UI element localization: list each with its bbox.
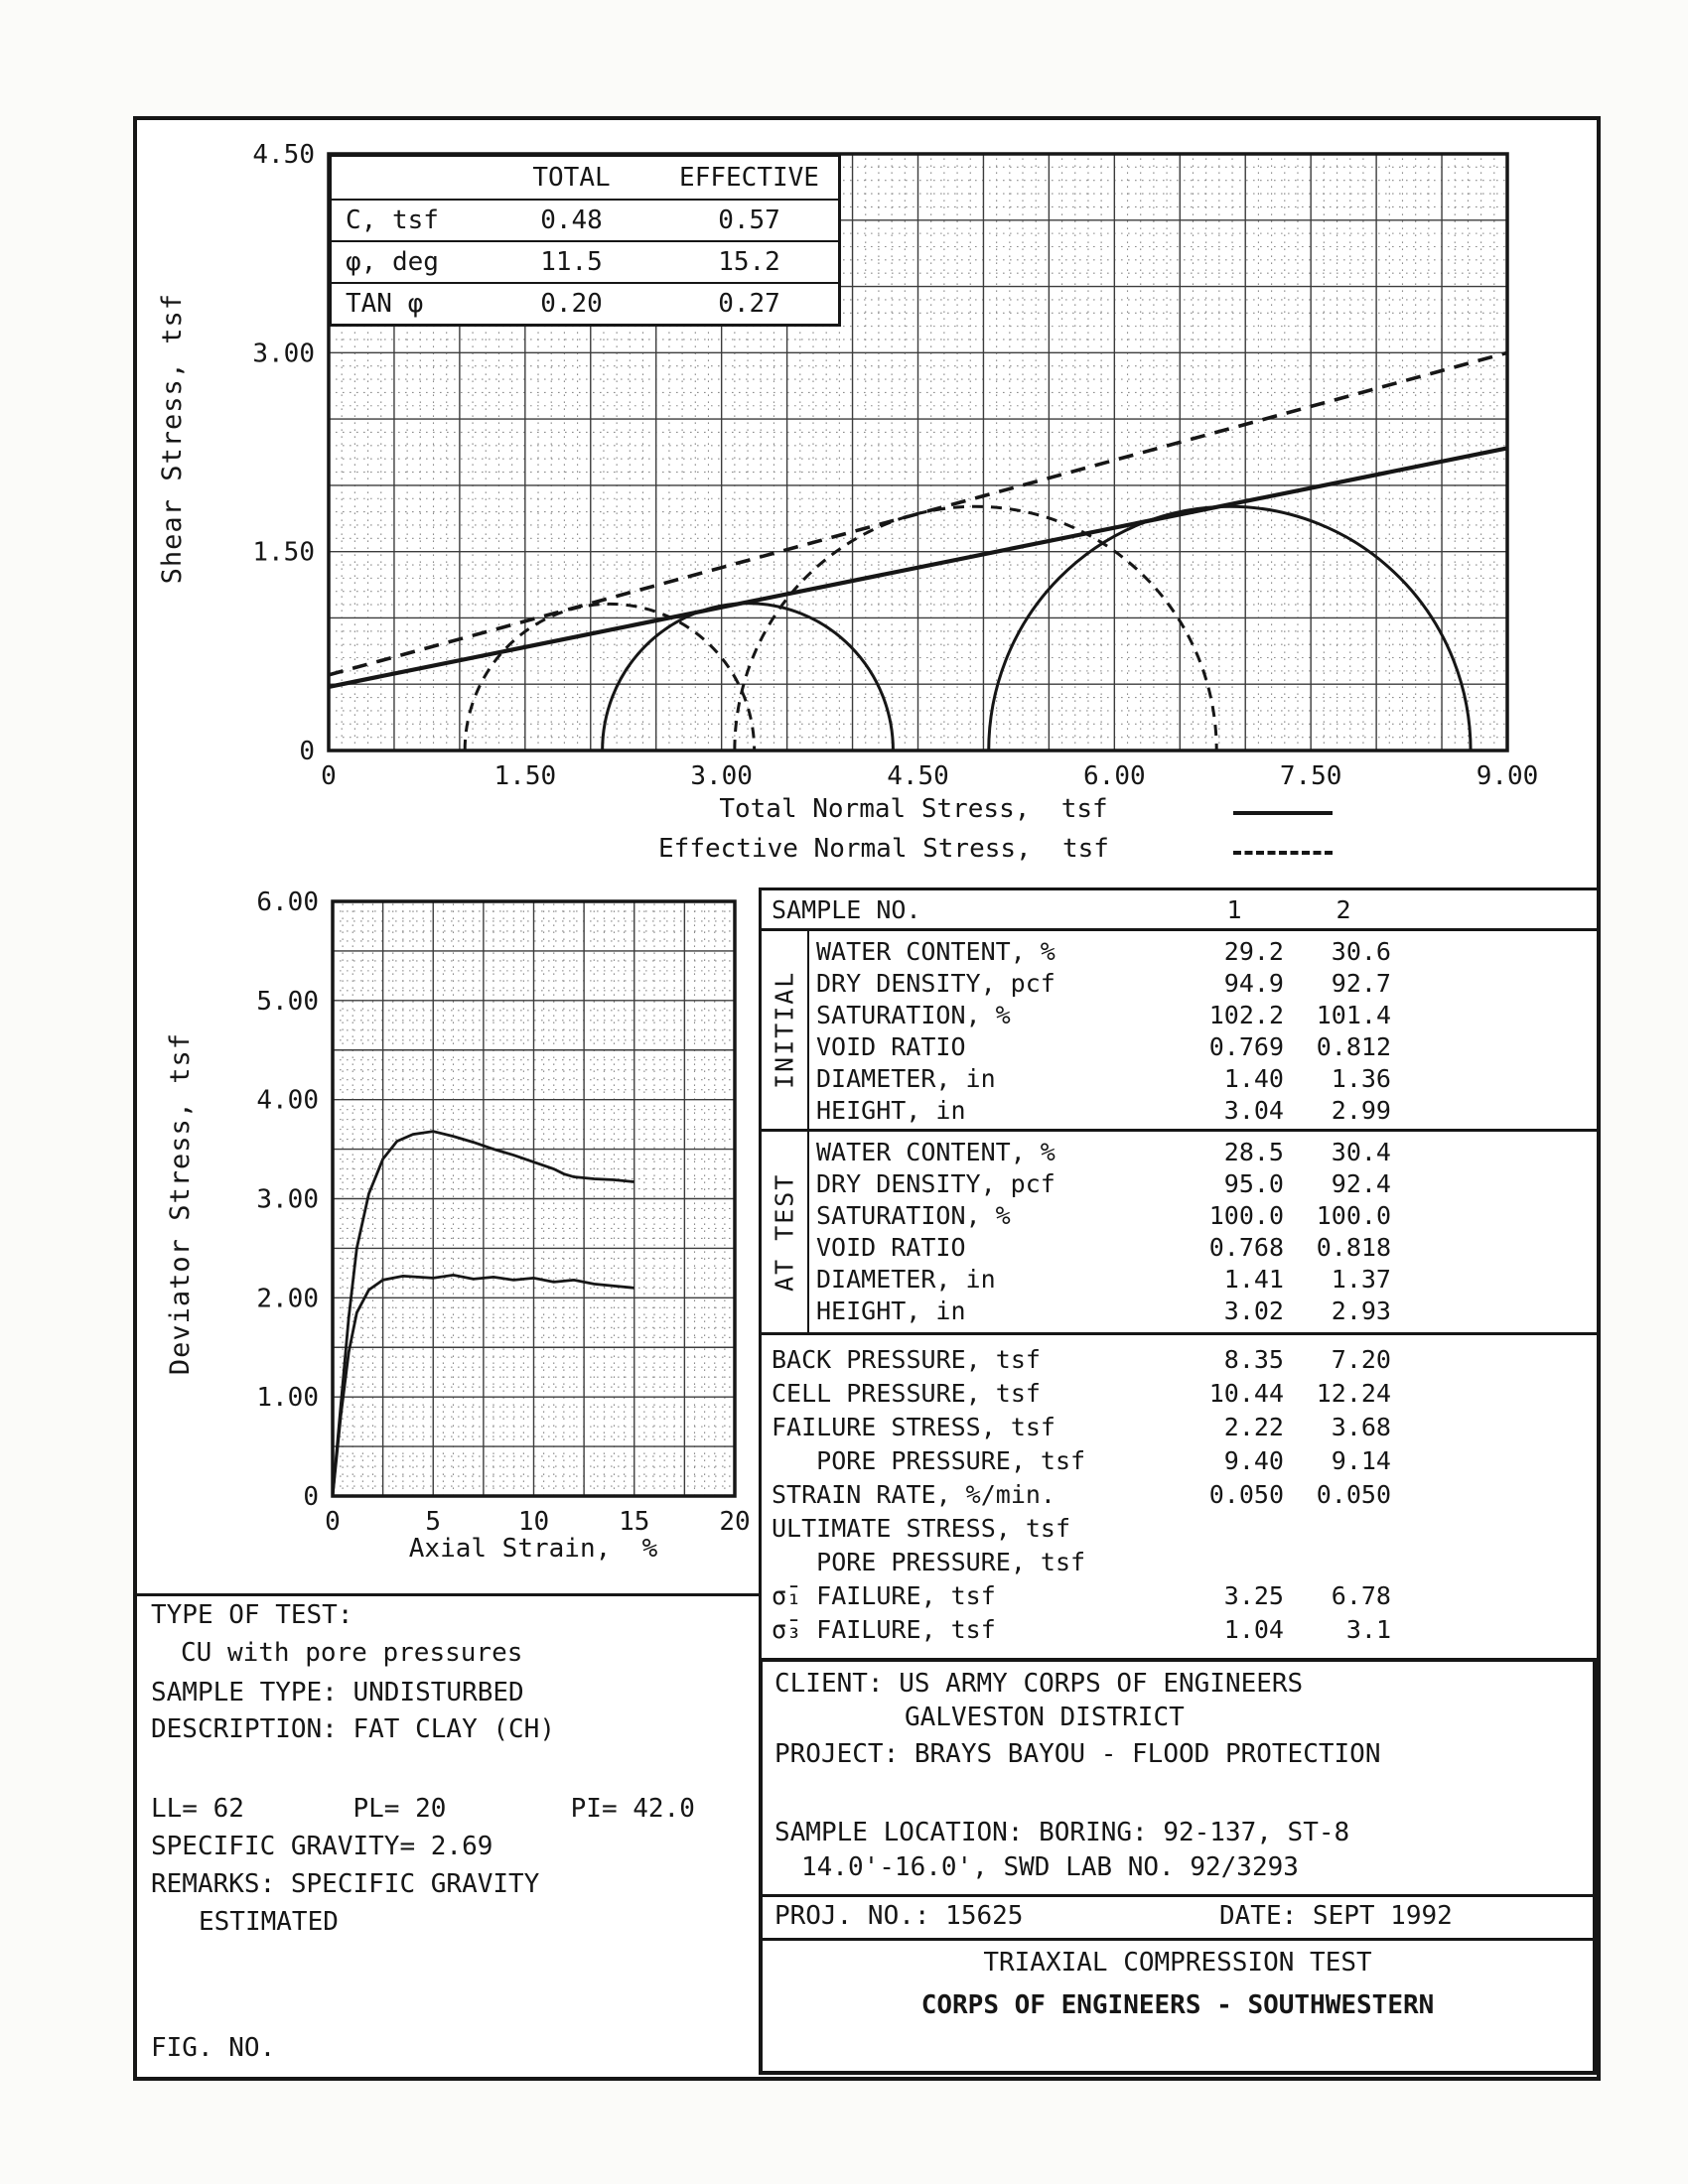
x-tick-label: 15	[619, 1507, 650, 1537]
project-line: PROJECT: BRAYS BAYOU - FLOOD PROTECTION	[774, 1739, 1381, 1769]
sample2-value: 92.7	[1331, 969, 1391, 998]
mohr-x-axis-label-effective: Effective Normal Stress, tsf	[658, 834, 1109, 864]
test-results-rows	[762, 1335, 1597, 1647]
table-row	[809, 1296, 1597, 1327]
row-label: VOID RATIO	[816, 1032, 966, 1061]
total-value: 0.20	[540, 289, 603, 319]
x-tick-label: 9.00	[1476, 761, 1539, 791]
table-row	[809, 1000, 1597, 1031]
strength-header-row	[332, 157, 838, 199]
sample1-value: 100.0	[1208, 1201, 1284, 1230]
table-row	[762, 1546, 1597, 1579]
sample-no-row	[762, 887, 1597, 931]
at-test-section-label: AT TEST	[770, 1172, 799, 1292]
row-label: TAN φ	[346, 289, 424, 319]
sample2-value: 30.6	[1331, 937, 1391, 966]
table-row	[809, 1168, 1597, 1200]
sample2-value: 9.14	[1331, 1446, 1391, 1475]
sample1-value: 3.02	[1223, 1297, 1284, 1325]
table-row	[809, 1264, 1597, 1296]
stress-strain-chart	[228, 874, 804, 1569]
row-label: STRAIN RATE, %/min.	[772, 1480, 1055, 1509]
sample2-value: 3.1	[1345, 1615, 1391, 1644]
table-row	[809, 1200, 1597, 1232]
sample2-value: 2.93	[1331, 1297, 1391, 1325]
table-row	[809, 1063, 1597, 1095]
total-line-legend-sample	[1233, 811, 1333, 815]
client-line1: CLIENT: US ARMY CORPS OF ENGINEERS	[774, 1669, 1304, 1699]
y-tick-label: 6.00	[256, 887, 319, 917]
sample-type: SAMPLE TYPE: UNDISTURBED	[151, 1678, 524, 1707]
table-row	[809, 968, 1597, 1000]
figure-number-label: FIG. NO.	[151, 2033, 276, 2063]
mohr-circle-effective	[735, 506, 1216, 751]
table-row	[762, 1377, 1597, 1411]
row-label: DRY DENSITY, pcf	[816, 1169, 1055, 1198]
sample1-value: 95.0	[1223, 1169, 1284, 1198]
mohr-x-axis-label-total: Total Normal Stress, tsf	[719, 794, 1108, 824]
table-row	[809, 936, 1597, 968]
strength-parameters-table	[329, 154, 841, 327]
sample1-value: 94.9	[1223, 969, 1284, 998]
sample2-value: 12.24	[1316, 1379, 1391, 1408]
sample-location-line2: 14.0'-16.0', SWD LAB NO. 92/3293	[801, 1852, 1299, 1882]
remarks-line2: ESTIMATED	[199, 1907, 339, 1937]
row-label: HEIGHT, in	[816, 1297, 966, 1325]
project-info-box	[759, 1658, 1597, 2075]
effective-value: 0.27	[718, 289, 780, 319]
sample2-value: 1.37	[1331, 1265, 1391, 1294]
row-label: ULTIMATE STRESS, tsf	[772, 1514, 1071, 1543]
row-label: DIAMETER, in	[816, 1265, 996, 1294]
sample1-value: 8.35	[1223, 1345, 1284, 1374]
specific-gravity: SPECIFIC GRAVITY= 2.69	[151, 1832, 493, 1861]
effective-value: 0.57	[718, 205, 780, 235]
sample1-value: 10.44	[1208, 1379, 1284, 1408]
x-tick-label: 0	[325, 1507, 341, 1537]
table-row	[762, 1613, 1597, 1647]
sample1-value: 1.40	[1223, 1064, 1284, 1093]
sample2-value: 6.78	[1331, 1581, 1391, 1610]
table-row	[762, 1343, 1597, 1377]
y-tick-label: 2.00	[256, 1284, 319, 1314]
strain-y-axis-label: Deviator Stress, tsf	[165, 1032, 196, 1376]
effective-header: EFFECTIVE	[679, 163, 819, 193]
organization: CORPS OF ENGINEERS - SOUTHWESTERN	[920, 1990, 1435, 2020]
client-line2: GALVESTON DISTRICT	[905, 1703, 1185, 1732]
row-label: CELL PRESSURE, tsf	[772, 1379, 1041, 1408]
y-tick-label: 3.00	[252, 339, 315, 369]
sample1-value: 3.04	[1223, 1096, 1284, 1125]
table-row	[332, 199, 838, 240]
y-tick-label: 1.50	[252, 537, 315, 568]
row-label: WATER CONTENT, %	[816, 1138, 1055, 1166]
sample2-value: 92.4	[1331, 1169, 1391, 1198]
total-value: 0.48	[540, 205, 603, 235]
sample-2-id: 2	[1336, 895, 1351, 924]
description: DESCRIPTION: FAT CLAY (CH)	[151, 1714, 555, 1744]
table-row	[762, 1512, 1597, 1546]
y-tick-label: 5.00	[256, 986, 319, 1017]
effective-value: 15.2	[718, 247, 780, 277]
row-label: φ, deg	[346, 247, 439, 277]
sample2-value: 101.4	[1316, 1001, 1391, 1029]
project-number: PROJ. NO.: 15625	[774, 1901, 1024, 1931]
row-label: FAILURE STRESS, tsf	[772, 1413, 1055, 1441]
table-row	[762, 1444, 1597, 1478]
table-row	[762, 1579, 1597, 1613]
strain-x-axis-label: Axial Strain, %	[408, 1534, 658, 1564]
x-tick-label: 20	[719, 1507, 751, 1537]
row-label: SATURATION, %	[816, 1001, 1011, 1029]
sample1-value: 1.04	[1223, 1615, 1284, 1644]
sample2-value: 1.36	[1331, 1064, 1391, 1093]
effective-line-legend-sample	[1233, 851, 1333, 855]
mohr-circle-total	[989, 506, 1471, 751]
type-of-test-value: CU with pore pressures	[181, 1638, 523, 1668]
sample1-value: 0.050	[1208, 1480, 1284, 1509]
row-label: C, tsf	[346, 205, 439, 235]
sample2-value: 0.812	[1316, 1032, 1391, 1061]
sample-data-table	[759, 887, 1597, 1658]
row-label: σ̄₃ FAILURE, tsf	[772, 1615, 996, 1644]
divider	[763, 1938, 1593, 1941]
x-tick-label: 5	[425, 1507, 442, 1537]
sample1-value: 1.41	[1223, 1265, 1284, 1294]
type-of-test-label: TYPE OF TEST:	[151, 1600, 353, 1630]
sample1-value: 0.769	[1208, 1032, 1284, 1061]
total-value: 11.5	[540, 247, 603, 277]
y-tick-label: 1.00	[256, 1383, 319, 1414]
sample-1-id: 1	[1226, 895, 1242, 924]
y-tick-label: 3.00	[256, 1184, 319, 1215]
table-row	[332, 282, 838, 324]
sample1-value: 9.40	[1223, 1446, 1284, 1475]
divider	[137, 1593, 759, 1596]
atterberg-limits: LL= 62 PL= 20 PI= 42.0	[151, 1794, 695, 1824]
sample1-value: 28.5	[1223, 1138, 1284, 1166]
sample2-value: 7.20	[1331, 1345, 1391, 1374]
table-row	[762, 1478, 1597, 1512]
y-tick-label: 0	[299, 737, 315, 766]
sample1-value: 3.25	[1223, 1581, 1284, 1610]
y-tick-label: 0	[303, 1482, 319, 1512]
sample2-value: 0.818	[1316, 1233, 1391, 1262]
total-header: TOTAL	[532, 163, 611, 193]
y-tick-label: 4.00	[256, 1085, 319, 1116]
x-tick-label: 10	[517, 1507, 550, 1537]
remarks-line1: REMARKS: SPECIFIC GRAVITY	[151, 1869, 540, 1899]
sample-no-label: SAMPLE NO.	[772, 895, 921, 924]
sample2-value: 100.0	[1316, 1201, 1391, 1230]
test-title: TRIAXIAL COMPRESSION TEST	[983, 1948, 1372, 1978]
sample1-value: 0.768	[1208, 1233, 1284, 1262]
x-tick-label: 3.00	[690, 761, 753, 791]
row-label: VOID RATIO	[816, 1233, 966, 1262]
date: DATE: SEPT 1992	[1219, 1901, 1453, 1931]
x-tick-label: 1.50	[493, 761, 557, 791]
row-label: SATURATION, %	[816, 1201, 1011, 1230]
table-row	[809, 1137, 1597, 1168]
row-label: HEIGHT, in	[816, 1096, 966, 1125]
row-label: BACK PRESSURE, tsf	[772, 1345, 1041, 1374]
sample2-value: 3.68	[1331, 1413, 1391, 1441]
row-label: DRY DENSITY, pcf	[816, 969, 1055, 998]
table-row	[762, 1411, 1597, 1444]
divider	[763, 1894, 1593, 1897]
row-label: PORE PRESSURE, tsf	[772, 1446, 1086, 1475]
sample1-value: 102.2	[1208, 1001, 1284, 1029]
x-tick-label: 0	[321, 761, 337, 791]
sample1-value: 2.22	[1223, 1413, 1284, 1441]
row-label: WATER CONTENT, %	[816, 937, 1055, 966]
x-tick-label: 7.50	[1279, 761, 1342, 791]
mohr-y-axis-label: Shear Stress, tsf	[157, 293, 188, 585]
sample1-value: 29.2	[1223, 937, 1284, 966]
initial-section-label: INITIAL	[770, 970, 799, 1090]
sample2-value: 0.050	[1316, 1480, 1391, 1509]
table-row	[809, 1031, 1597, 1063]
at-test-section	[762, 1132, 1597, 1335]
row-label: PORE PRESSURE, tsf	[772, 1548, 1086, 1576]
table-row	[809, 1095, 1597, 1127]
x-tick-label: 4.50	[887, 761, 949, 791]
row-label: DIAMETER, in	[816, 1064, 996, 1093]
y-tick-label: 4.50	[252, 140, 315, 170]
sample2-value: 30.4	[1331, 1138, 1391, 1166]
table-row	[809, 1232, 1597, 1264]
initial-section	[762, 931, 1597, 1132]
row-label: σ̄₁ FAILURE, tsf	[772, 1581, 996, 1610]
sample-location-line1: SAMPLE LOCATION: BORING: 92-137, ST-8	[774, 1818, 1350, 1847]
x-tick-label: 6.00	[1083, 761, 1146, 791]
sample2-value: 2.99	[1331, 1096, 1391, 1125]
table-row	[332, 240, 838, 282]
